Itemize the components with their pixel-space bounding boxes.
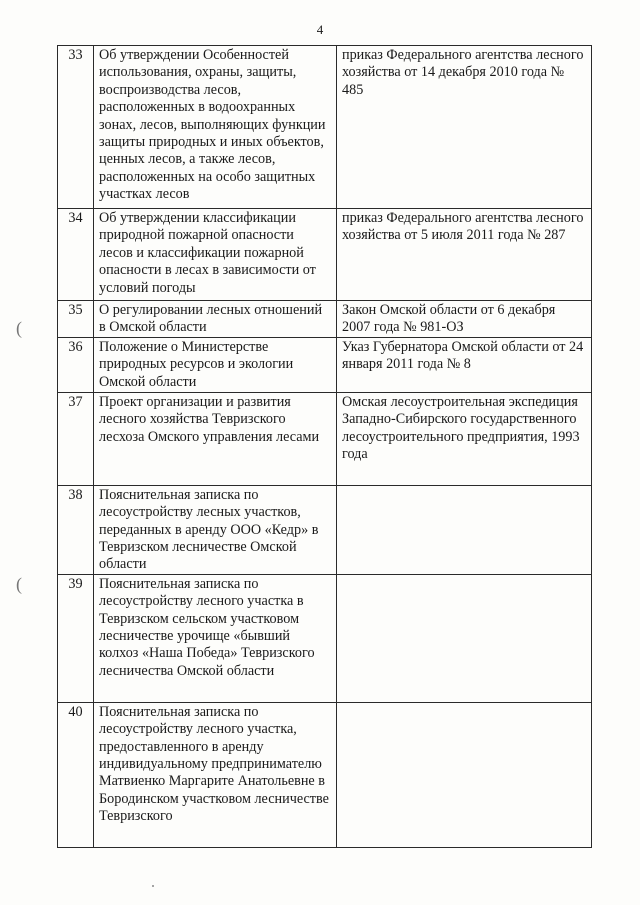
scan-speck (152, 885, 154, 887)
document-title: Пояснительная записка по лесоустройству лесных участков, переданных в аренду ООО «Кедр» в Тевризском лесничестве Омской области (94, 485, 337, 574)
document-source: Омская лесоустроительная экспедиция Западно-Сибирского государственного лесоустроительного предприятия, 1993 года (337, 392, 592, 485)
table-row (58, 46, 592, 209)
row-number: 36 (58, 337, 94, 392)
table-row (58, 301, 592, 338)
table-row (58, 485, 592, 574)
document-source (337, 702, 592, 847)
document-source (337, 574, 592, 702)
punch-hole-mark: ( (16, 318, 22, 338)
document-title: Пояснительная записка по лесоустройству лесного участка в Тевризском сельском участковом лесничестве урочище «бывший колхоз «Наша Победа» Тевризского лесничества Омской области (94, 574, 337, 702)
row-number: 39 (58, 574, 94, 702)
document-source: приказ Федерального агентства лесного хозяйства от 14 декабря 2010 года № 485 (337, 46, 592, 209)
document-title: Положение о Министерстве природных ресурсов и экологии Омской области (94, 337, 337, 392)
row-number: 40 (58, 702, 94, 847)
table-row (58, 702, 592, 847)
table-row (58, 574, 592, 702)
punch-hole-mark: ( (16, 574, 22, 594)
document-source (337, 485, 592, 574)
document-title: Проект организации и развития лесного хозяйства Тевризского лесхоза Омского управления лесами (94, 392, 337, 485)
document-title: Об утверждении Особенностей использования, охраны, защиты, воспроизводства лесов, расположенных в водоохранных зонах, лесов, выполняющих функции защиты природных и иных объектов, ценных лесов, а также лесов, расположенных на особо защитных участках лесов (94, 46, 337, 209)
document-source: приказ Федерального агентства лесного хозяйства от 5 июля 2011 года № 287 (337, 209, 592, 301)
page-number: 4 (316, 22, 324, 37)
row-number: 34 (58, 209, 94, 301)
table-row (58, 209, 592, 301)
legal-acts-table (57, 45, 592, 848)
document-source: Закон Омской области от 6 декабря 2007 года № 981-ОЗ (337, 301, 592, 338)
row-number: 33 (58, 46, 94, 209)
document-title: Пояснительная записка по лесоустройству лесного участка, предоставленного в аренду индивидуальному предпринимателю Матвиенко Маргарите Анатольевне в Бородинском участковом лесничестве Тевризского (94, 702, 337, 847)
table-row (58, 392, 592, 485)
document-title: О регулировании лесных отношений в Омской области (94, 301, 337, 338)
row-number: 35 (58, 301, 94, 338)
document-title: Об утверждении классификации природной пожарной опасности лесов и классификации пожарной опасности в лесах в зависимости от условий погоды (94, 209, 337, 301)
row-number: 38 (58, 485, 94, 574)
table-row (58, 337, 592, 392)
document-source: Указ Губернатора Омской области от 24 января 2011 года № 8 (337, 337, 592, 392)
row-number: 37 (58, 392, 94, 485)
